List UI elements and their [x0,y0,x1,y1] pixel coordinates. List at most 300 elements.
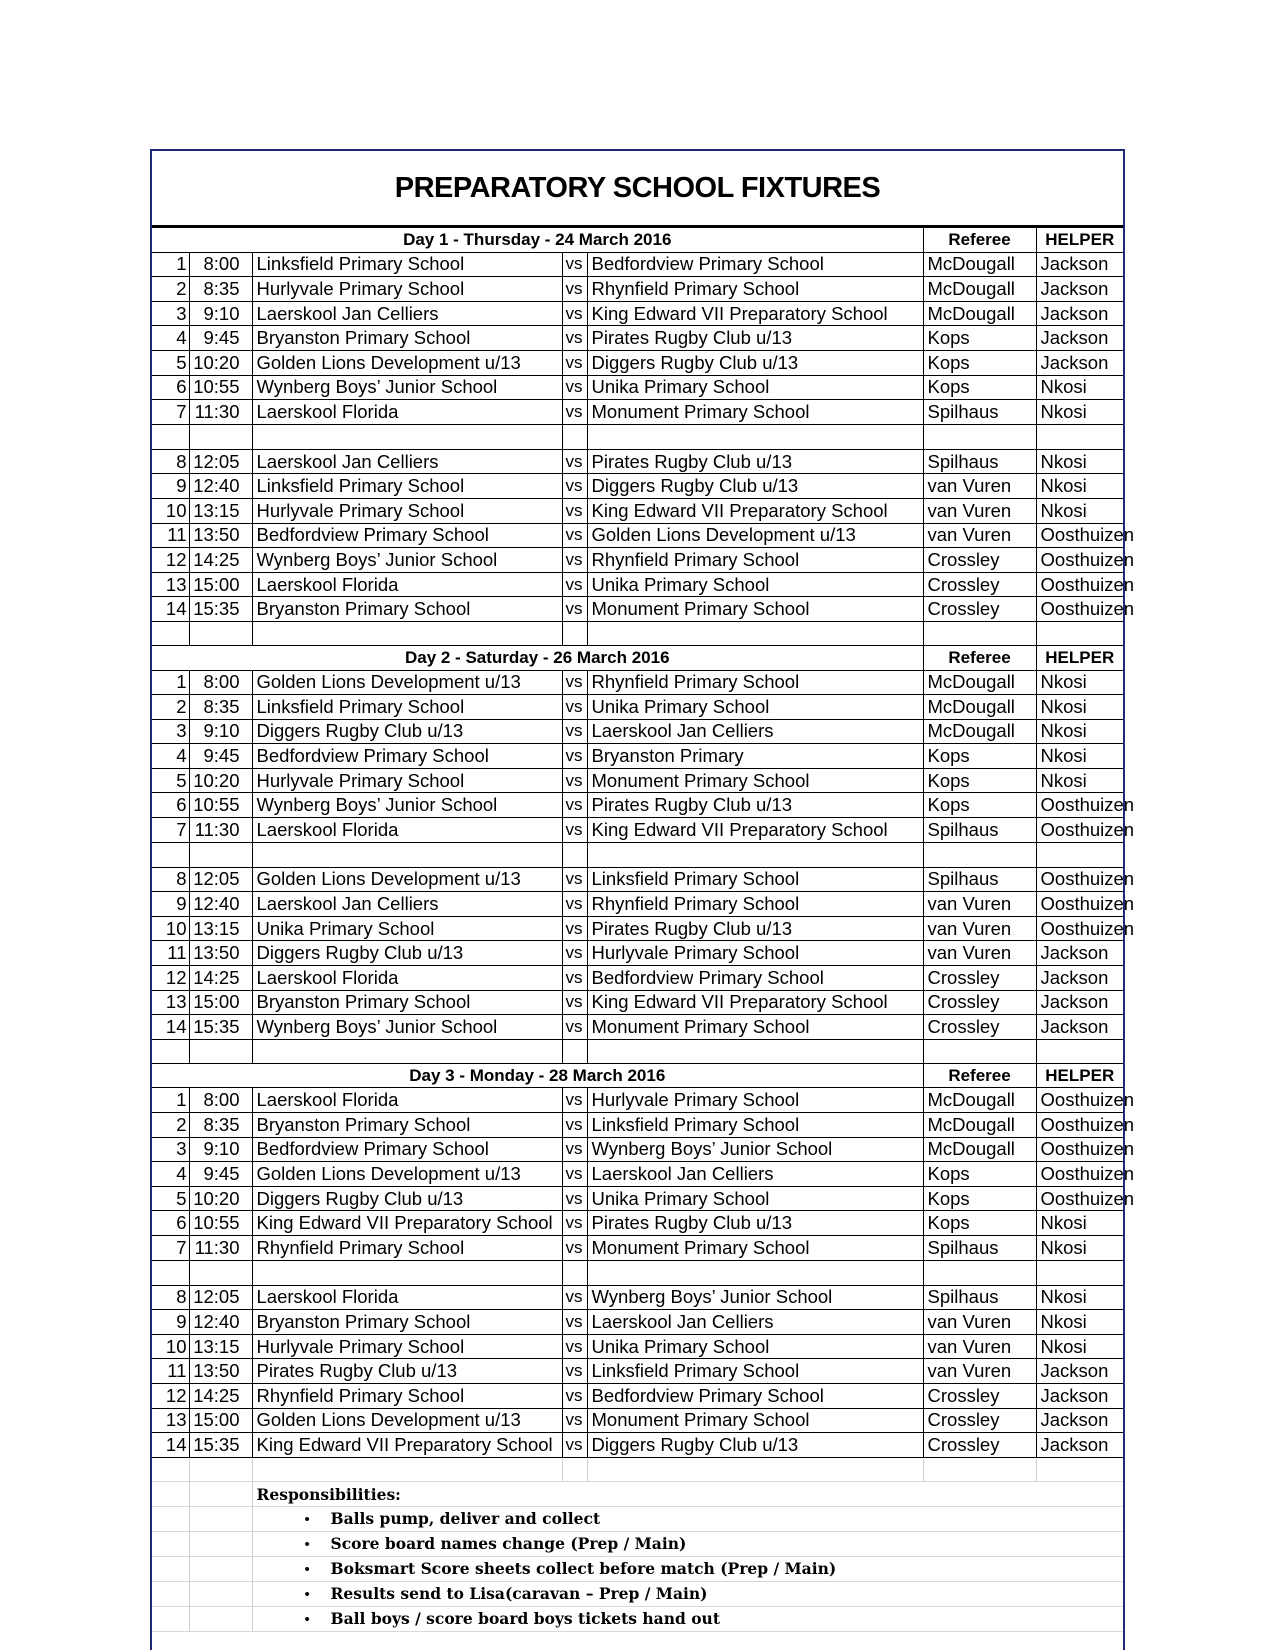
referee-name: Crossley [923,966,1036,991]
match-number: 1 [152,1088,189,1113]
responsibility-item: Score board names change (Prep / Main) [330,1533,687,1553]
match-number: 14 [152,1015,189,1040]
kickoff-time: 13:15 [189,1334,252,1359]
helper-name: Nkosi [1036,768,1123,793]
fixture-row [152,375,1123,400]
away-team: Bedfordview Primary School [587,966,923,991]
vs-label: vs [562,916,587,941]
bullet-icon: • [304,1535,310,1553]
empty-cell [1036,1457,1123,1482]
kickoff-time: 9:10 [189,1137,252,1162]
helper-name: Nkosi [1036,498,1123,523]
referee-column-header: Referee [923,228,1036,253]
away-team: Bryanston Primary [587,744,923,769]
away-team: Rhynfield Primary School [587,277,923,302]
match-number: 10 [152,1334,189,1359]
away-team: Unika Primary School [587,1334,923,1359]
match-number: 5 [152,1186,189,1211]
helper-name: Jackson [1036,350,1123,375]
empty-cell [252,424,562,449]
home-team: Unika Primary School [252,916,562,941]
home-team: Hurlyvale Primary School [252,498,562,523]
away-team: Hurlyvale Primary School [587,941,923,966]
away-team: Unika Primary School [587,1186,923,1211]
kickoff-time: 9:45 [189,326,252,351]
vs-label: vs [562,719,587,744]
vs-label: vs [562,1235,587,1260]
vs-label: vs [562,670,587,695]
referee-name: Spilhaus [923,818,1036,843]
away-team: Wynberg Boys’ Junior School [587,1137,923,1162]
empty-cell [189,1039,252,1063]
empty-cell [252,1260,562,1285]
kickoff-time: 15:35 [189,597,252,622]
referee-name: van Vuren [923,941,1036,966]
empty-cell [189,621,252,645]
away-team: Diggers Rugby Club u/13 [587,350,923,375]
empty-cell [252,1457,562,1482]
helper-name: Nkosi [1036,474,1123,499]
kickoff-time: 9:45 [189,1162,252,1187]
away-team: Monument Primary School [587,1235,923,1260]
bullet-icon: • [304,1585,310,1603]
empty-cell [152,1556,189,1581]
empty-cell [189,424,252,449]
helper-name: Nkosi [1036,375,1123,400]
kickoff-time: 14:25 [189,966,252,991]
fixture-row [152,1383,1123,1408]
home-team: Laerskool Jan Celliers [252,449,562,474]
referee-name: McDougall [923,670,1036,695]
kickoff-time: 10:20 [189,1186,252,1211]
match-number: 5 [152,350,189,375]
bullet-icon: • [304,1560,310,1578]
match-number: 6 [152,793,189,818]
home-team: Bryanston Primary School [252,326,562,351]
referee-name: McDougall [923,301,1036,326]
fixture-row [152,916,1123,941]
referee-name: Kops [923,1186,1036,1211]
home-team: Wynberg Boys’ Junior School [252,375,562,400]
kickoff-time: 8:35 [189,277,252,302]
referee-name: Kops [923,350,1036,375]
vs-label: vs [562,1285,587,1310]
away-team: Monument Primary School [587,400,923,425]
kickoff-time: 8:00 [189,1088,252,1113]
home-team: Bryanston Primary School [252,597,562,622]
kickoff-time: 15:00 [189,990,252,1015]
match-number: 14 [152,1433,189,1458]
helper-name: Oosthuizen [1036,1162,1123,1187]
empty-cell [252,842,562,867]
home-team: Bryanston Primary School [252,1113,562,1138]
match-number: 4 [152,1162,189,1187]
helper-name: Nkosi [1036,670,1123,695]
kickoff-time: 12:05 [189,867,252,892]
match-number: 9 [152,1310,189,1335]
vs-label: vs [562,1015,587,1040]
away-team: Monument Primary School [587,597,923,622]
vs-label: vs [562,966,587,991]
empty-cell [923,1260,1036,1285]
vs-label: vs [562,1113,587,1138]
fixture-row [152,350,1123,375]
away-team: Wynberg Boys’ Junior School [587,1285,923,1310]
home-team: Linksfield Primary School [252,695,562,720]
home-team: Golden Lions Development u/13 [252,1162,562,1187]
match-number: 3 [152,719,189,744]
away-team: Hurlyvale Primary School [587,1088,923,1113]
vs-label: vs [562,498,587,523]
home-team: Bryanston Primary School [252,990,562,1015]
home-team: Diggers Rugby Club u/13 [252,941,562,966]
match-number: 4 [152,744,189,769]
helper-column-header: HELPER [1036,228,1123,253]
match-number: 2 [152,277,189,302]
fixture-row [152,400,1123,425]
away-team: Diggers Rugby Club u/13 [587,1433,923,1458]
fixture-row [152,670,1123,695]
helper-name: Nkosi [1036,719,1123,744]
fixture-row [152,1088,1123,1113]
kickoff-time: 11:30 [189,818,252,843]
kickoff-time: 8:35 [189,695,252,720]
match-number: 12 [152,966,189,991]
helper-name: Oosthuizen [1036,818,1123,843]
fixture-row [152,252,1123,277]
helper-name: Nkosi [1036,400,1123,425]
vs-label: vs [562,597,587,622]
helper-name: Jackson [1036,941,1123,966]
fixture-row [152,793,1123,818]
helper-name: Jackson [1036,1408,1123,1433]
day-heading: Day 1 - Thursday - 24 March 2016 [152,228,923,253]
vs-label: vs [562,818,587,843]
home-team: Golden Lions Development u/13 [252,670,562,695]
vs-label: vs [562,548,587,573]
home-team: Bedfordview Primary School [252,523,562,548]
empty-cell [189,1556,252,1581]
match-number: 3 [152,1137,189,1162]
referee-name: Kops [923,375,1036,400]
fixture-row [152,1359,1123,1384]
responsibility-cell [252,1506,1123,1531]
home-team: Diggers Rugby Club u/13 [252,719,562,744]
helper-column-header: HELPER [1036,645,1123,670]
kickoff-time: 10:20 [189,768,252,793]
helper-name: Nkosi [1036,1334,1123,1359]
referee-name: Spilhaus [923,867,1036,892]
match-number: 11 [152,523,189,548]
match-number: 11 [152,1359,189,1384]
referee-name: Crossley [923,597,1036,622]
empty-cell [1036,424,1123,449]
referee-name: van Vuren [923,1359,1036,1384]
fixture-row [152,326,1123,351]
helper-name: Oosthuizen [1036,572,1123,597]
helper-name: Oosthuizen [1036,867,1123,892]
vs-label: vs [562,1310,587,1335]
empty-cell [923,842,1036,867]
referee-name: McDougall [923,719,1036,744]
empty-cell [152,424,189,449]
referee-name: McDougall [923,252,1036,277]
responsibility-cell [252,1556,1123,1581]
vs-label: vs [562,449,587,474]
referee-name: McDougall [923,1088,1036,1113]
responsibility-row [152,1556,1123,1581]
helper-name: Oosthuizen [1036,916,1123,941]
kickoff-time: 12:40 [189,892,252,917]
empty-cell [152,1581,189,1606]
kickoff-time: 11:30 [189,1235,252,1260]
fixture-row [152,818,1123,843]
fixture-row [152,449,1123,474]
empty-cell [189,1606,252,1631]
referee-name: Kops [923,1211,1036,1236]
home-team: Bedfordview Primary School [252,744,562,769]
kickoff-time: 9:45 [189,744,252,769]
empty-cell [587,1457,923,1482]
empty-cell [562,1457,587,1482]
empty-cell [562,424,587,449]
match-number: 9 [152,474,189,499]
break-row [152,424,1123,449]
home-team: Diggers Rugby Club u/13 [252,1186,562,1211]
home-team: Bryanston Primary School [252,1310,562,1335]
vs-label: vs [562,350,587,375]
kickoff-time: 8:35 [189,1113,252,1138]
empty-cell [587,1260,923,1285]
away-team: Monument Primary School [587,1408,923,1433]
away-team: Golden Lions Development u/13 [587,523,923,548]
home-team: Wynberg Boys’ Junior School [252,793,562,818]
referee-name: van Vuren [923,474,1036,499]
vs-label: vs [562,892,587,917]
helper-name: Jackson [1036,990,1123,1015]
responsibility-item: Results send to Lisa(caravan – Prep / Main) [330,1583,708,1603]
away-team: Unika Primary School [587,572,923,597]
responsibility-item: Boksmart Score sheets collect before match (Prep / Main) [330,1558,837,1578]
helper-name: Nkosi [1036,695,1123,720]
match-number: 13 [152,1408,189,1433]
empty-cell [152,1531,189,1556]
blank-grid-row [152,1457,1123,1482]
match-number: 5 [152,768,189,793]
empty-cell [189,1506,252,1531]
home-team: Rhynfield Primary School [252,1235,562,1260]
fixture-row [152,523,1123,548]
empty-cell [152,1457,189,1482]
day-header-row [152,1063,1123,1088]
home-team: Laerskool Jan Celliers [252,892,562,917]
kickoff-time: 9:10 [189,301,252,326]
match-number: 13 [152,572,189,597]
empty-cell [562,1260,587,1285]
helper-name: Nkosi [1036,1211,1123,1236]
vs-label: vs [562,252,587,277]
home-team: Bedfordview Primary School [252,1137,562,1162]
away-team: Pirates Rugby Club u/13 [587,449,923,474]
referee-name: Kops [923,1162,1036,1187]
vs-label: vs [562,867,587,892]
empty-cell [252,621,562,645]
helper-name: Jackson [1036,1383,1123,1408]
kickoff-time: 9:10 [189,719,252,744]
away-team: Linksfield Primary School [587,867,923,892]
referee-name: van Vuren [923,892,1036,917]
vs-label: vs [562,1137,587,1162]
kickoff-time: 11:30 [189,400,252,425]
empty-cell [152,1506,189,1531]
empty-cell [152,1606,189,1631]
day-heading: Day 2 - Saturday - 26 March 2016 [152,645,923,670]
kickoff-time: 13:15 [189,916,252,941]
away-team: Bedfordview Primary School [587,1383,923,1408]
kickoff-time: 10:55 [189,1211,252,1236]
empty-cell [152,842,189,867]
helper-column-header: HELPER [1036,1063,1123,1088]
away-team: Rhynfield Primary School [587,670,923,695]
away-team: Rhynfield Primary School [587,548,923,573]
away-team: King Edward VII Preparatory School [587,990,923,1015]
fixture-row [152,1186,1123,1211]
responsibility-row [152,1581,1123,1606]
home-team: Golden Lions Development u/13 [252,350,562,375]
away-team: Pirates Rugby Club u/13 [587,1211,923,1236]
home-team: Laerskool Florida [252,400,562,425]
empty-cell [152,1260,189,1285]
empty-cell [152,1482,189,1507]
referee-name: Crossley [923,1408,1036,1433]
referee-name: Kops [923,326,1036,351]
kickoff-time: 10:20 [189,350,252,375]
empty-cell [562,1039,587,1063]
referee-name: Spilhaus [923,1285,1036,1310]
responsibility-row [152,1506,1123,1531]
home-team: Laerskool Florida [252,1088,562,1113]
kickoff-time: 12:05 [189,1285,252,1310]
responsibility-item: Ball boys / score board boys tickets hand out [330,1608,720,1628]
referee-name: van Vuren [923,916,1036,941]
empty-cell [923,1039,1036,1063]
fixture-row [152,768,1123,793]
bullet-icon: • [304,1610,310,1628]
match-number: 7 [152,1235,189,1260]
referee-name: van Vuren [923,523,1036,548]
kickoff-time: 13:50 [189,941,252,966]
vs-label: vs [562,375,587,400]
empty-cell [587,842,923,867]
empty-cell [1036,842,1123,867]
empty-cell [923,1457,1036,1482]
fixture-row [152,892,1123,917]
away-team: Monument Primary School [587,768,923,793]
match-number: 2 [152,695,189,720]
kickoff-time: 10:55 [189,375,252,400]
referee-name: Crossley [923,1015,1036,1040]
away-team: Bedfordview Primary School [587,252,923,277]
helper-name: Oosthuizen [1036,1186,1123,1211]
helper-name: Oosthuizen [1036,1088,1123,1113]
away-team: Unika Primary School [587,375,923,400]
responsibility-cell [252,1581,1123,1606]
kickoff-time: 12:40 [189,474,252,499]
empty-cell [152,621,189,645]
referee-name: Crossley [923,990,1036,1015]
home-team: Hurlyvale Primary School [252,768,562,793]
away-team: Pirates Rugby Club u/13 [587,326,923,351]
home-team: King Edward VII Preparatory School [252,1211,562,1236]
fixture-row [152,1433,1123,1458]
away-team: King Edward VII Preparatory School [587,818,923,843]
vs-label: vs [562,1408,587,1433]
fixture-row [152,1113,1123,1138]
fixture-row [152,941,1123,966]
vs-label: vs [562,1088,587,1113]
referee-name: Crossley [923,1383,1036,1408]
spacer-row [152,621,1123,645]
referee-name: McDougall [923,1137,1036,1162]
day-header-row [152,645,1123,670]
break-row [152,842,1123,867]
vs-label: vs [562,1383,587,1408]
referee-name: van Vuren [923,1334,1036,1359]
kickoff-time: 15:35 [189,1015,252,1040]
vs-label: vs [562,941,587,966]
fixture-row [152,990,1123,1015]
referee-name: McDougall [923,695,1036,720]
helper-name: Jackson [1036,1359,1123,1384]
kickoff-time: 15:35 [189,1433,252,1458]
referee-name: Kops [923,744,1036,769]
home-team: Laerskool Florida [252,572,562,597]
vs-label: vs [562,326,587,351]
away-team: Linksfield Primary School [587,1113,923,1138]
helper-name: Jackson [1036,1433,1123,1458]
referee-name: Kops [923,768,1036,793]
empty-cell [189,1260,252,1285]
helper-name: Jackson [1036,252,1123,277]
kickoff-time: 12:05 [189,449,252,474]
fixture-row [152,1408,1123,1433]
vs-label: vs [562,474,587,499]
away-team: Diggers Rugby Club u/13 [587,474,923,499]
match-number: 12 [152,1383,189,1408]
away-team: Pirates Rugby Club u/13 [587,793,923,818]
kickoff-time: 8:00 [189,670,252,695]
responsibility-row [152,1531,1123,1556]
kickoff-time: 8:00 [189,252,252,277]
empty-cell [587,1039,923,1063]
vs-label: vs [562,1359,587,1384]
kickoff-time: 15:00 [189,1408,252,1433]
empty-cell [189,1531,252,1556]
home-team: Linksfield Primary School [252,474,562,499]
helper-name: Jackson [1036,1015,1123,1040]
kickoff-time: 13:50 [189,1359,252,1384]
vs-label: vs [562,1433,587,1458]
vs-label: vs [562,1211,587,1236]
match-number: 2 [152,1113,189,1138]
match-number: 11 [152,941,189,966]
home-team: Pirates Rugby Club u/13 [252,1359,562,1384]
responsibilities-title-row [152,1482,1123,1507]
responsibility-cell [252,1606,1123,1631]
away-team: Pirates Rugby Club u/13 [587,916,923,941]
fixture-row [152,744,1123,769]
home-team: Linksfield Primary School [252,252,562,277]
